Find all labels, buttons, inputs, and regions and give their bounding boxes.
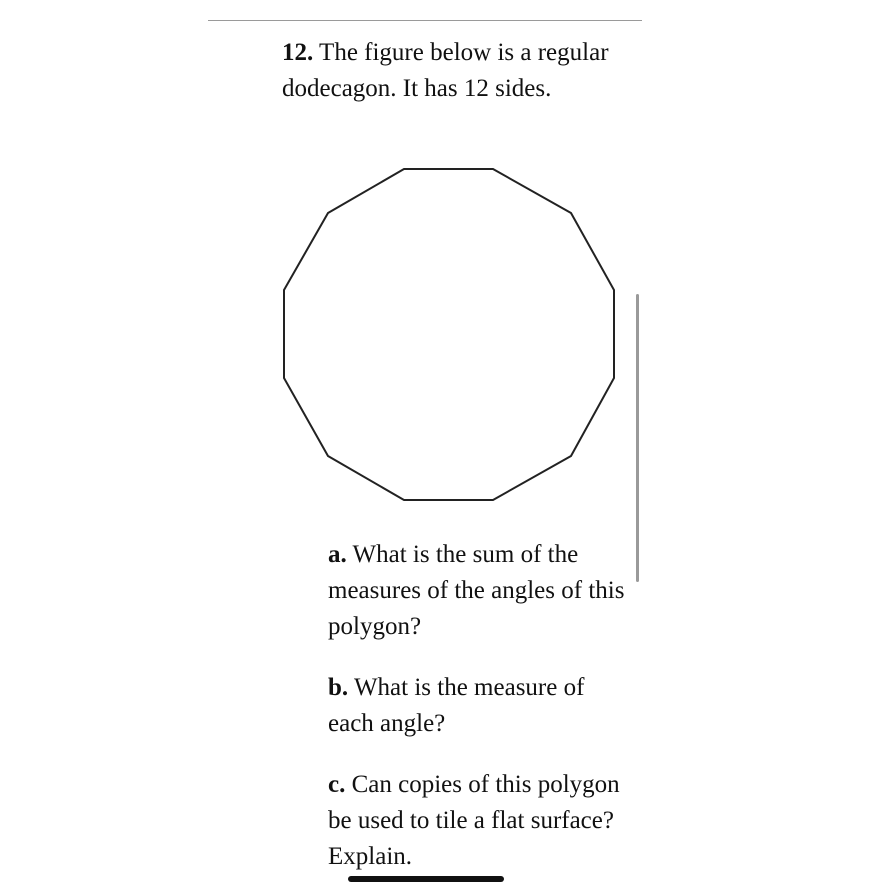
home-indicator[interactable] [348, 876, 504, 882]
subquestion-c [328, 767, 628, 875]
subquestion-a [328, 537, 628, 645]
dodecagon-shape [284, 169, 614, 500]
subquestion-c-text: Can copies of this polygon be used to tile a flat surface? Explain. [328, 771, 620, 870]
question-number: 12. [282, 39, 314, 66]
question-12 [282, 35, 622, 107]
subquestion-b [328, 670, 628, 742]
subquestion-a-text: What is the sum of the measures of the angles of this polygon? [328, 541, 625, 640]
subquestion-b-label: b. [328, 674, 349, 701]
question-text: The figure below is a regular dodecagon. It has 12 sides. [282, 39, 609, 102]
subquestion-b-text: What is the measure of each angle? [328, 674, 585, 737]
vertical-scrollbar[interactable] [636, 294, 639, 582]
subquestion-a-label: a. [328, 541, 347, 568]
top-divider [208, 20, 642, 21]
subquestion-c-label: c. [328, 771, 346, 798]
